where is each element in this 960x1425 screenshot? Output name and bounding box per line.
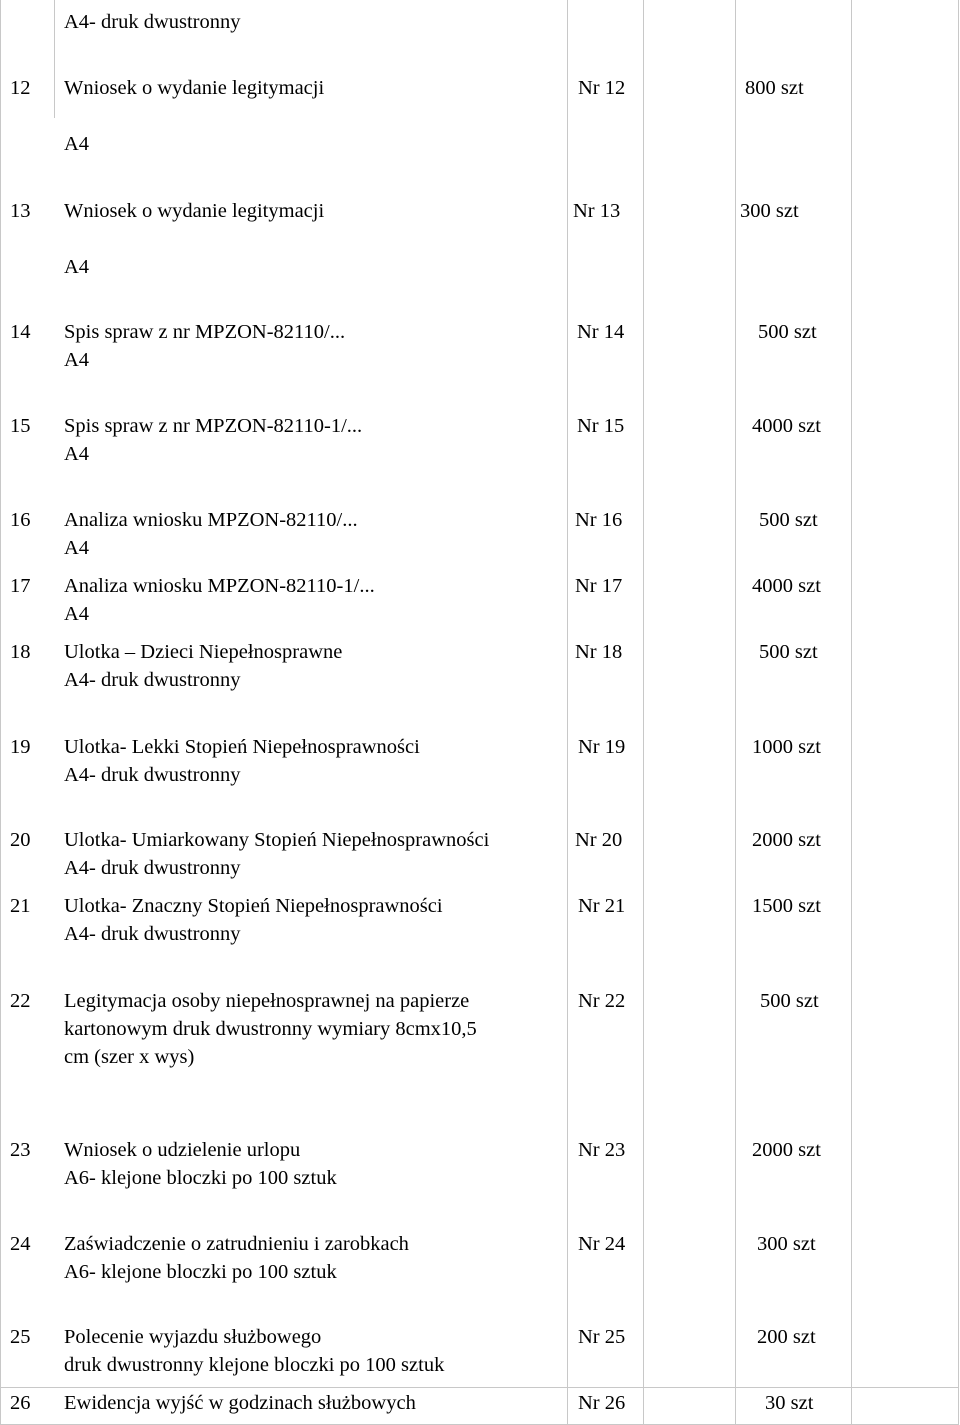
item-description-line: A4 bbox=[64, 349, 90, 371]
item-description-line: A4 bbox=[64, 537, 90, 559]
row-number: 15 bbox=[10, 415, 31, 437]
quantity: 1500 szt bbox=[752, 895, 821, 917]
form-number: Nr 21 bbox=[578, 895, 626, 917]
quantity: 200 szt bbox=[757, 1326, 816, 1348]
column-divider bbox=[54, 0, 55, 118]
form-number: Nr 24 bbox=[578, 1233, 626, 1255]
row-divider bbox=[0, 1387, 958, 1388]
item-description-line: Wniosek o wydanie legitymacji bbox=[64, 77, 325, 99]
item-description-line: Zaświadczenie o zatrudnieniu i zarobkach bbox=[64, 1233, 409, 1255]
quantity: 800 szt bbox=[745, 77, 804, 99]
item-description-line: Analiza wniosku MPZON-82110-1/... bbox=[64, 575, 375, 597]
item-description-line: Ulotka- Znaczny Stopień Niepełnosprawności bbox=[64, 895, 443, 917]
column-divider bbox=[0, 0, 1, 1425]
quantity: 2000 szt bbox=[752, 1139, 821, 1161]
quantity: 30 szt bbox=[765, 1392, 814, 1414]
row-number: 17 bbox=[10, 575, 31, 597]
form-number: Nr 16 bbox=[575, 509, 623, 531]
item-description-line: cm (szer x wys) bbox=[64, 1046, 195, 1068]
form-number: Nr 19 bbox=[578, 736, 626, 758]
form-number: Nr 23 bbox=[578, 1139, 626, 1161]
quantity: 2000 szt bbox=[752, 829, 821, 851]
form-number: Nr 26 bbox=[578, 1392, 626, 1414]
form-number: Nr 20 bbox=[575, 829, 623, 851]
quantity: 500 szt bbox=[759, 509, 818, 531]
quantity: 500 szt bbox=[760, 990, 819, 1012]
quantity: 500 szt bbox=[758, 321, 817, 343]
item-description-line: A4 bbox=[64, 133, 90, 155]
item-description-line: A4 bbox=[64, 256, 90, 278]
row-number: 13 bbox=[10, 200, 31, 222]
item-description-line: A4- druk dwustronny bbox=[64, 764, 241, 786]
row-number: 18 bbox=[10, 641, 31, 663]
row-number: 14 bbox=[10, 321, 31, 343]
item-description-line: A6- klejone bloczki po 100 sztuk bbox=[64, 1261, 337, 1283]
column-divider bbox=[567, 0, 568, 1425]
row-number: 23 bbox=[10, 1139, 31, 1161]
form-number: Nr 25 bbox=[578, 1326, 626, 1348]
item-description-line: A4- druk dwustronny bbox=[64, 857, 241, 879]
column-divider bbox=[958, 0, 959, 1425]
item-description-line: Wniosek o udzielenie urlopu bbox=[64, 1139, 301, 1161]
row-number: 25 bbox=[10, 1326, 31, 1348]
form-number: Nr 22 bbox=[578, 990, 626, 1012]
form-number: Nr 12 bbox=[578, 77, 626, 99]
row-number: 24 bbox=[10, 1233, 31, 1255]
item-description-line: druk dwustronny klejone bloczki po 100 sztuk bbox=[64, 1354, 445, 1376]
item-description-line: kartonowym druk dwustronny wymiary 8cmx10,5 bbox=[64, 1018, 477, 1040]
row-number: 12 bbox=[10, 77, 31, 99]
row-number: 19 bbox=[10, 736, 31, 758]
form-number: Nr 15 bbox=[577, 415, 625, 437]
column-divider bbox=[643, 0, 644, 1425]
row-number: 20 bbox=[10, 829, 31, 851]
row-number: 16 bbox=[10, 509, 31, 531]
item-description-line: A4 bbox=[64, 443, 90, 465]
form-number: Nr 13 bbox=[573, 200, 621, 222]
top-fragment-text: A4- druk dwustronny bbox=[64, 11, 241, 33]
quantity: 300 szt bbox=[757, 1233, 816, 1255]
item-description-line: Ulotka- Lekki Stopień Niepełnosprawności bbox=[64, 736, 420, 758]
row-number: 21 bbox=[10, 895, 31, 917]
quantity: 500 szt bbox=[759, 641, 818, 663]
column-divider bbox=[851, 0, 852, 1425]
item-description-line: Spis spraw z nr MPZON-82110/... bbox=[64, 321, 346, 343]
row-number: 26 bbox=[10, 1392, 31, 1414]
item-description-line: Ulotka- Umiarkowany Stopień Niepełnosprawności bbox=[64, 829, 490, 851]
column-divider bbox=[735, 0, 736, 1425]
quantity: 1000 szt bbox=[752, 736, 821, 758]
quantity: 4000 szt bbox=[752, 575, 821, 597]
item-description-line: A6- klejone bloczki po 100 sztuk bbox=[64, 1167, 337, 1189]
item-description-line: Ulotka – Dzieci Niepełnosprawne bbox=[64, 641, 343, 663]
item-description-line: A4- druk dwustronny bbox=[64, 923, 241, 945]
item-description-line: Wniosek o wydanie legitymacji bbox=[64, 200, 325, 222]
item-description-line: Polecenie wyjazdu służbowego bbox=[64, 1326, 322, 1348]
item-description-line: Spis spraw z nr MPZON-82110-1/... bbox=[64, 415, 363, 437]
quantity: 4000 szt bbox=[752, 415, 821, 437]
item-description-line: Ewidencja wyjść w godzinach służbowych bbox=[64, 1392, 416, 1414]
form-number: Nr 18 bbox=[575, 641, 623, 663]
form-number: Nr 14 bbox=[577, 321, 625, 343]
item-description-line: Legitymacja osoby niepełnosprawnej na papierze bbox=[64, 990, 470, 1012]
item-description-line: Analiza wniosku MPZON-82110/... bbox=[64, 509, 358, 531]
form-number: Nr 17 bbox=[575, 575, 623, 597]
row-number: 22 bbox=[10, 990, 31, 1012]
item-description-line: A4- druk dwustronny bbox=[64, 669, 241, 691]
item-description-line: A4 bbox=[64, 603, 90, 625]
quantity: 300 szt bbox=[740, 200, 799, 222]
